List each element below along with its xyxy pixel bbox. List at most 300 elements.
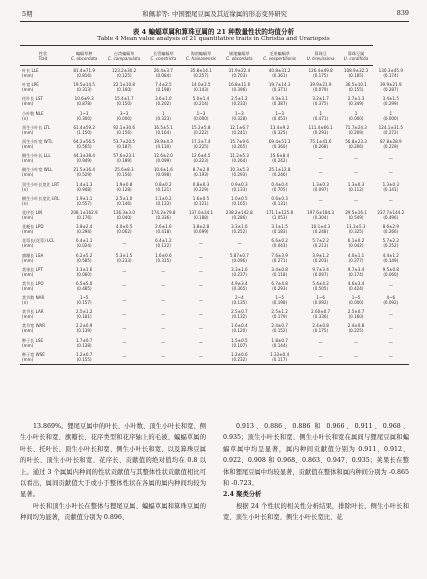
table-cell [181,336,221,350]
cell-value-main: — [198,311,204,317]
table-cell [66,123,102,137]
column-header-en: C. obcordata [226,55,253,61]
cell-value-sub: (0.203) [313,257,329,263]
cell-value-main: — [122,297,127,303]
cell-value-sub: (0.188) [193,214,209,220]
table-cell [146,250,181,264]
table-cell [373,307,409,321]
table-row [20,137,409,151]
cell-value-sub: (0.225) [348,328,364,334]
table-row [20,94,409,108]
cell-value-sub: (0.252) [383,243,399,249]
cell-value-sub: (0.365) [231,285,247,291]
cell-value-main: 10.6±9.3 [74,96,94,102]
table-cell [373,80,409,94]
cell-value-main: 1~3 [79,110,89,116]
cell-value-main: 3.4±0.8 [271,266,288,272]
cell-value-main: 197.6±184.3 [307,209,335,215]
cell-value-main: 15.6±8.4 [270,153,290,159]
table-cell [181,94,221,108]
cell-value-sub: (0.187) [116,144,132,150]
cell-value-sub: (0.117) [272,356,288,362]
cell-value-sub: (0.396) [231,87,247,93]
table-cell [181,66,221,81]
cell-value-main: 10.3±5.3 [229,167,249,173]
table-row [20,307,409,321]
trait-label [20,80,66,94]
cell-value-main: 12.6±2.0 [153,153,173,159]
column-header-cn-main: 性状 [38,50,48,56]
cell-value-sub: (0.097) [313,186,329,192]
cell-value-sub: (0.328) [231,115,247,121]
cell-value-sub: (0.133) [231,186,247,192]
cell-value-main: 1.3±0.3 [312,181,329,187]
cell-value-main: 4~6 [386,295,396,301]
table-row [20,293,409,307]
cell-value-main: 5.7±2.2 [382,238,400,244]
cell-value-sub: (0.424) [348,285,364,291]
cell-value-main: 1.6±0.5 [192,195,210,201]
table-cell [221,94,257,108]
section-heading: 2.4 聚类分析 [223,491,262,499]
table-cell [146,222,181,236]
trait-label-main: 侧生小叶长宽比 LRL [22,195,60,201]
table-cell [102,350,146,365]
trait-label-main: 托叶长 LST [22,96,43,102]
table-cell [102,208,146,222]
table-cell [102,194,146,208]
cell-value-main: 208.1±162.9 [70,209,98,215]
table-cell [373,250,409,264]
cell-value-main: 15.2±5.8 [191,124,211,130]
trait-label [20,94,66,108]
cell-value-main: 1.3±0.3 [347,181,365,187]
trait-label-main: 荚节长 LAR [22,309,44,315]
cell-value-main: 92.1±30.6 [113,124,135,130]
column-header [181,46,221,66]
table-cell [302,123,340,137]
cell-value-sub: (0.107) [231,342,247,348]
cell-value-main: 0.8±0.2 [155,181,172,187]
cell-value-main: 1 [319,110,322,116]
column-header-en: U. brevissima [306,55,335,61]
cell-value-main: 2.4±0.7 [271,323,288,329]
cell-value-sub: (0.122) [155,243,171,249]
cell-value-main: 57.6±23.1 [113,153,135,159]
table-cell [373,236,409,250]
cell-value-sub: (0.371) [272,87,288,93]
right-column [223,421,409,524]
cell-value-sub: (0.155) [348,87,364,93]
table-cell [181,321,221,335]
cell-value-main: 25.6±8.3 [114,167,134,173]
table-cell [181,165,221,179]
table-cell [373,321,409,335]
table-row [20,265,409,279]
table-cell [221,350,257,365]
cell-value-sub: (0.176) [76,214,92,220]
column-header-en: U. cordifolia [343,55,369,61]
table-cell [146,80,181,94]
trait-label-main: 小叶数 NLE [22,110,44,116]
running-header [22,6,409,20]
trait-label [20,208,66,222]
cell-value-sub: (0.156) [116,129,132,135]
column-header [339,46,372,66]
table-cell [339,307,372,321]
trait-label [20,236,66,250]
table-cell [181,208,221,222]
cell-value-sub: (0.241) [231,129,247,135]
cell-value-sub: (0.125) [116,73,132,79]
cell-value-sub: (0.144) [272,342,288,348]
table-cell [373,165,409,179]
table-cell [221,293,257,307]
cell-value-sub: (1.150) [76,129,92,135]
cell-value-sub: (0.361) [272,73,288,79]
cell-value-main: 6.4±1.2 [155,238,172,244]
column-header-cn-main: 海南蝙蝠草 [190,50,212,56]
body-paragraph: 0.913、0.886、0.886 和 0.966、0.911、0.968、0.935；顶生小叶长和宽、侧生小叶长和宽在属间与狸尾豆属和蝙蝠草属中均呈显著，属内种间贡献值分别为 0.911、0.912、0.922、0.908 和 0.968、0.863、0.947、0.935；荚果长在整体和狸尾豆属中均较显著，贡献值在整体和属内种间分别为 -0.865 和 -0.723。 [223,423,409,488]
table-cell [302,109,340,123]
table-cell [66,208,102,222]
cell-value-main: 3.8±2.8 [192,224,210,230]
table-cell [66,336,102,350]
table-cell [66,293,102,307]
trait-label-sub: (mm) [22,342,34,348]
table-cell [258,321,302,335]
cell-value-main: 1.6±0.4 [231,323,248,329]
trait-label [20,336,66,350]
table-cell [339,180,372,194]
table-cell [102,180,146,194]
table-cell [102,293,146,307]
cell-value-main: — [198,297,204,303]
table-cell [181,180,221,194]
cell-value-main: 3.2±1.7 [312,96,329,102]
table-cell [102,165,146,179]
cell-value-main: 1.7±0.7 [75,337,93,343]
trait-label [20,279,66,293]
table-row [20,109,409,123]
cell-value-sub: (0.223) [193,158,209,164]
cell-value-sub: (0.257) [193,73,209,79]
cell-value-sub: (0.202) [155,101,171,107]
cell-value-main: 40.8±31.2 [268,68,291,74]
table-cell [146,165,181,179]
cell-value-sub: (0.505) [313,285,329,291]
trait-label-main: 顶生小叶宽 WTL [22,139,53,145]
table-cell [258,307,302,321]
table-cell [373,94,409,108]
table-cell [258,336,302,350]
table-cell [66,137,102,151]
cell-value-sub: (0.948) [76,186,92,192]
table-cell [339,293,372,307]
cell-value-main: 3~3 [119,110,129,116]
cell-value-main: 2.5±0.7 [347,309,365,315]
table-cell [102,336,146,350]
table-cell [102,66,146,81]
cell-value-sub: (0.042) [348,243,364,249]
cell-value-main: 15.4±1.7 [114,96,134,102]
trait-label-main: 旗瓣长 LSA [22,252,44,258]
trait-label-sub: (mm) [22,271,34,277]
table-cell [221,307,257,321]
table-cell [302,250,340,264]
table-cell [221,222,257,236]
trait-mean-table [20,45,409,365]
cell-value-main: — [353,169,359,175]
cell-value-main: 29.5±16.1 [345,209,367,215]
cell-value-main: 8.6±2.9 [382,224,400,230]
cell-value-main: — [237,240,242,246]
cell-value-main: — [161,269,166,275]
table-cell [339,137,372,151]
table-cell [302,236,340,250]
cell-value-main: 53.7±20.5 [113,139,135,145]
table-cell [302,180,340,194]
cell-value-main: 1.5±0.5 [231,337,248,343]
cell-value-sub: (0.549) [348,214,364,220]
trait-label [20,151,66,165]
cell-value-main: — [388,198,393,204]
table-cell [373,265,409,279]
table-cell [102,80,146,94]
table-cell [181,109,221,123]
cell-value-main: — [122,354,127,360]
table-cell [66,321,102,335]
trait-label [20,165,66,179]
table-cell [181,293,221,307]
table-cell [339,165,372,179]
cell-value-sub: (0.132) [231,314,247,320]
cell-value-main: 6.2±5.2 [75,252,93,258]
table-cell [339,222,372,236]
table-row [20,165,409,179]
cell-value-sub: (0.120) [231,328,247,334]
cell-value-main: 238.2±142.8 [225,209,253,215]
cell-value-main: 2.5±0.7 [231,309,248,315]
trait-label-sub: (mm) [22,314,34,320]
cell-value-sub: (0.225) [193,144,209,150]
table-cell [102,94,146,108]
table-cell [221,336,257,350]
cell-value-main: — [198,255,204,261]
cell-value-main: 64.2±56.5 [73,139,95,145]
cell-value-main: 1.9±1.1 [75,195,93,201]
cell-value-main: 9.7±3.4 [347,266,365,272]
table-cell [302,321,340,335]
table-cell [221,279,257,293]
trait-label-main: 荚节宽 WAR [22,323,46,329]
body-paragraph: 叶长和顶生小叶长在整体与狸尾豆属、蝙蝠草属和算珠豆属的种间均为显著，贡献值分别为 0.896、 [20,502,206,522]
cell-value-sub: (0.265) [231,144,247,150]
running-title: 和佩菲等: 中国狸尾豆属及其近缘属的形态变异研究 [142,9,288,18]
table-cell [66,151,102,165]
column-header-cn-main: 长管蝙蝠草 [153,50,174,56]
cell-value-main: — [198,340,204,346]
cell-value-sub: (0.453) [272,115,288,121]
cell-value-sub: (0.092) [383,300,399,306]
cell-value-main: — [388,169,393,175]
cell-value-main: 4.9±3.4 [231,280,248,286]
cell-value-sub: (0.248) [313,229,329,235]
table-cell [373,123,409,137]
cell-value-main: 22.1±10.8 [113,82,135,88]
cell-value-main: — [353,198,359,204]
cell-value-main: — [161,311,166,317]
cell-value-main: 6.6±0.2 [271,238,288,244]
table-cell [302,194,340,208]
cell-value-sub: (0.323) [155,115,171,121]
cell-value-main: 1.1±0.2 [155,195,172,201]
table-row [20,80,409,94]
column-header [146,46,181,66]
table-cell [258,265,302,279]
table-cell [181,137,221,151]
cell-value-main: — [318,169,323,175]
table-cell [181,279,221,293]
cell-value-sub: (0.266) [348,144,364,150]
cell-value-main: — [318,340,323,346]
cell-value-sub: (0.138) [76,342,92,348]
cell-value-main: 1 [354,110,358,116]
table-row [20,194,409,208]
cell-value-main: 108.9±32.3 [343,68,369,74]
cell-value-main: 16.5±5.1 [153,124,173,130]
table-cell [146,137,181,151]
cell-value-main: 3.3±1.6 [231,266,248,272]
cell-value-sub: (0.131) [272,200,288,206]
cell-value-sub: (0.266) [383,229,399,235]
table-cell [339,208,372,222]
cell-value-main: 3.3±1.6 [75,266,93,272]
table-cell [339,279,372,293]
cell-value-sub: (0.121) [155,186,171,192]
cell-value-main: 3.9±1.2 [312,252,329,258]
cell-value-main: 16.8±11.6 [228,82,251,88]
table-cell [181,151,221,165]
cell-value-main: 19.5±14.5 [73,82,95,88]
cell-value-main: 1 [162,110,165,116]
cell-value-main: 61.4±59.2 [73,124,95,130]
table-cell [102,151,146,165]
cell-value-main: 1.33±0.4 [270,351,290,357]
trait-label-sub: (mm) [22,129,34,135]
table-cell [302,222,340,236]
table-cell [339,123,372,137]
table-cell [221,208,257,222]
cell-value-sub: (0.181) [76,314,92,320]
column-header-cn-main: 毛果蝙蝠草 [269,50,290,56]
cell-value-main: — [353,155,359,161]
cell-value-main: 124.1±31.5 [378,124,403,130]
trait-label [20,137,66,151]
cell-value-main: 4.6±3.4 [347,280,365,286]
table-cell [258,180,302,194]
cell-value-main: 10.6±1.6 [153,167,173,173]
cell-value-main: — [318,198,323,204]
table-cell [146,350,181,365]
table-cell [373,336,409,350]
table-cell [302,151,340,165]
cell-value-main: — [388,155,393,161]
cell-value-sub: (0.062) [116,229,132,235]
column-header-en: C. campanulata [108,55,141,61]
table-cell [102,109,146,123]
table-cell [302,279,340,293]
cell-value-main: 1~6 [316,295,325,301]
cell-value-main: 1.2±0.6 [231,351,248,357]
trait-label-main: 花梗长 LPD [22,224,44,230]
cell-value-main: — [388,283,393,289]
cell-value-sub: (0.222) [193,129,209,135]
table-caption-en: Table 4 Mean value analysis of 21 quantitative traits in Christia and Urariopsis [97,36,330,42]
cell-value-main: 2.5±1.0 [115,195,133,201]
cell-value-sub: (0.299) [383,101,399,107]
table-cell [146,109,181,123]
column-header [302,46,340,66]
trait-label-sub: (n) [22,186,28,192]
issue-number: 5期 [22,9,33,18]
cell-value-main: 0.9±0.3 [231,181,248,187]
table-cell [181,250,221,264]
cell-value-main: 2.6±1.6 [155,224,172,230]
column-header-cn-main: 蝙蝠草种 [75,50,93,56]
trait-label-main: 种子宽 WSE [22,351,45,357]
column-header [221,46,257,66]
table-cell [66,265,102,279]
trait-label [20,109,66,123]
cell-value-main: 126.4±49.8 [308,68,333,74]
table-cell [146,194,181,208]
cell-value-sub: (0.143) [193,87,209,93]
table-cell [339,94,372,108]
column-header-en: C. vespertilionis [263,55,297,61]
table-row [20,336,409,350]
cell-value-main: 6.5±5.0 [75,280,93,286]
cell-value-sub: (0.471) [313,115,329,121]
cell-value-sub: (0.135) [231,300,247,306]
trait-label-sub: (mm) [22,158,34,164]
table-cell [181,307,221,321]
cell-value-main: 0.8±0.3 [192,181,210,187]
cell-value-main: 130.3±45.9 [378,67,403,73]
table-cell [102,321,146,335]
cell-value-sub: (0.165) [231,200,247,206]
cell-value-main: 2.4±0.8 [347,323,365,329]
table-cell [339,350,372,365]
table-cell [66,222,102,236]
table-cell [258,194,302,208]
cell-value-main: 1~3 [196,110,206,116]
cell-value-sub: (0.000) [348,300,364,306]
cell-value-sub: (0.130) [155,144,171,150]
cell-value-main: 0.6±0.3 [271,195,288,201]
cell-value-main: 1~5 [275,295,284,301]
cell-value-main: 2.60±0.7 [311,309,331,315]
table-cell [146,321,181,335]
table-cell [221,109,257,123]
cell-value-main: 1~3 [275,110,284,116]
cell-value-main: — [318,354,323,360]
table-cell [66,250,102,264]
cell-value-main: 0.4±0.4 [271,181,288,187]
cell-value-main: 6.1±0.2 [347,238,365,244]
table-cell [66,194,102,208]
table-cell [181,123,221,137]
